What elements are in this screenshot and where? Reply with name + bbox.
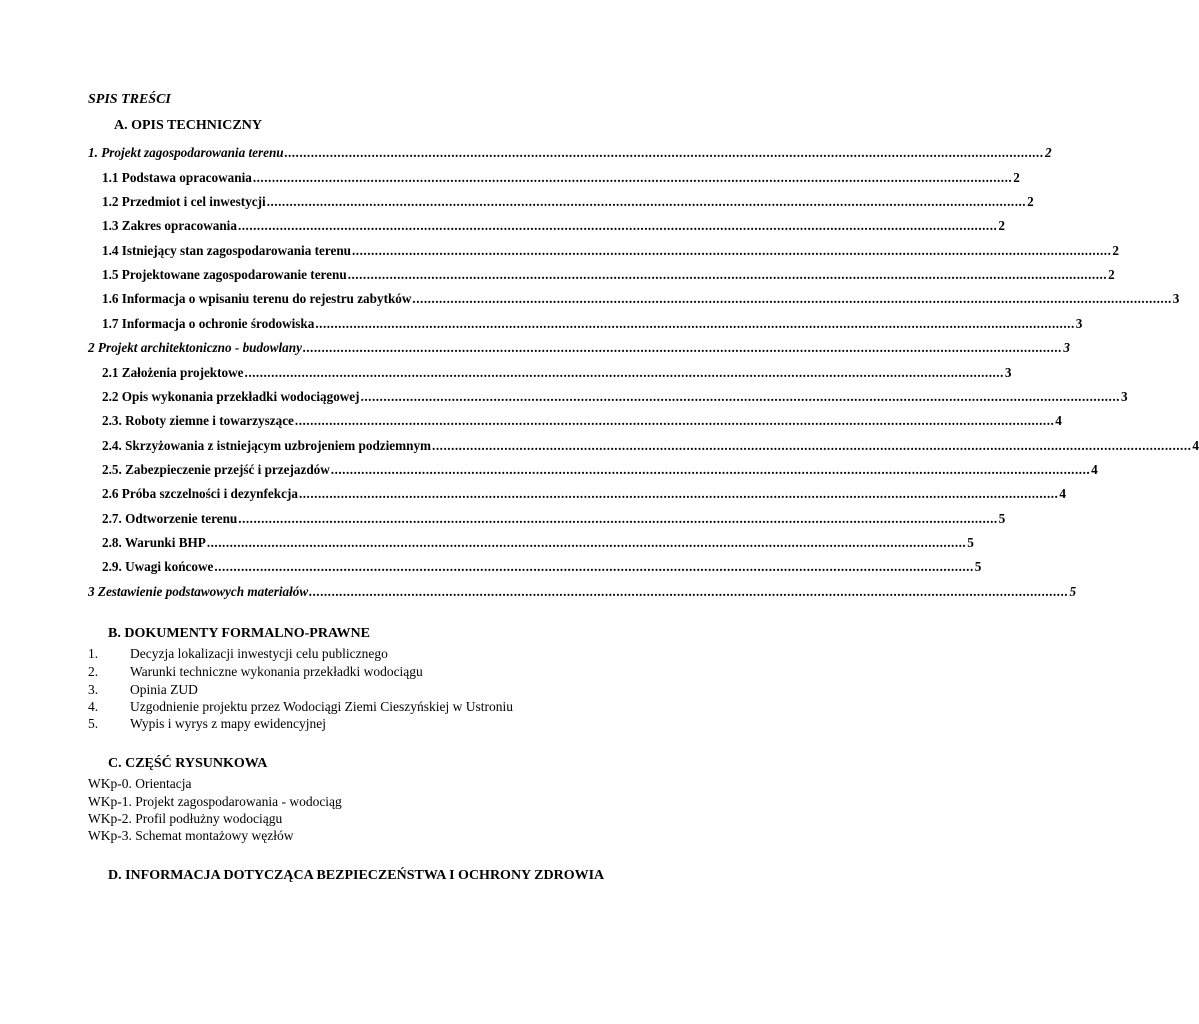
section-d-heading: D. INFORMACJA DOTYCZĄCA BEZPIECZEŃSTWA I OCHRONY ZDROWIA: [108, 868, 605, 883]
toc-leader-dots: ........................................................................................................................................................................................................: [347, 267, 1108, 282]
toc-leader-dots: ........................................................................................................................................................................................................: [284, 145, 1045, 160]
toc-leader-dots: ........................................................................................................................................................................................................: [360, 389, 1120, 404]
toc-entry-label: 2.8. Warunki BHP: [102, 535, 206, 550]
toc-entry-page: 2: [1013, 170, 1020, 185]
toc-entry[interactable]: [102, 365, 1012, 383]
toc-entry[interactable]: [102, 194, 1034, 212]
toc-leader-dots: ........................................................................................................................................................................................................: [294, 413, 1055, 428]
section-a-heading: A. OPIS TECHNICZNY: [114, 118, 262, 133]
toc-entry-page: 5: [998, 511, 1006, 526]
toc-leader-dots: ........................................................................................................................................................................................................: [309, 584, 1069, 599]
toc-entry-label: 1.2 Przedmiot i cel inwestycji: [102, 194, 266, 209]
toc-entry-page: 5: [967, 535, 974, 550]
toc-entry-label: 1. Projekt zagospodarowania terenu: [88, 145, 284, 160]
toc-entry-page: 4: [1192, 438, 1199, 453]
toc-leader-dots: ........................................................................................................................................................................................................: [432, 438, 1192, 453]
list-item-number: 5.: [88, 716, 99, 731]
toc-leader-dots: ........................................................................................................................................................................................................: [214, 559, 974, 574]
list-item-text: Wypis i wyrys z mapy ewidencyjnej: [130, 716, 327, 731]
toc-entry[interactable]: [88, 584, 1077, 602]
toc-entry-page: 5: [974, 559, 982, 574]
toc-entry[interactable]: [102, 218, 1005, 236]
toc-entry-label: 1.4 Istniejący stan zagospodarowania terenu: [102, 243, 351, 258]
toc-leader-dots: ........................................................................................................................................................................................................: [352, 243, 1112, 258]
toc-entry-label: 2.9. Uwagi końcowe: [102, 559, 214, 574]
list-item-text: Opinia ZUD: [130, 682, 198, 697]
toc-entry-page: 2: [1045, 145, 1052, 160]
section-c-heading: C. CZĘŚĆ RYSUNKOWA: [108, 756, 268, 771]
toc-entry-label: 2.4. Skrzyżowania z istniejącym uzbrojeniem podziemnym: [102, 438, 432, 453]
toc-entry-label: 1.1 Podstawa opracowania: [102, 170, 252, 185]
toc-entry-label: 1.3 Zakres opracowania: [102, 218, 237, 233]
toc-entry-page: 5: [1069, 584, 1077, 599]
toc-entry[interactable]: [102, 413, 1062, 431]
toc-entry[interactable]: [102, 535, 974, 553]
toc-entry-page: 3: [1004, 365, 1012, 380]
toc-entry-page: 3: [1172, 291, 1180, 306]
toc-leader-dots: ........................................................................................................................................................................................................: [206, 535, 967, 550]
toc-entry-page: 4: [1091, 462, 1098, 477]
toc-entry[interactable]: [102, 267, 1115, 285]
toc-entry-label: 3 Zestawienie podstawowych materiałów: [88, 584, 309, 599]
toc-entry[interactable]: [88, 340, 1070, 358]
toc-entry-label: 2 Projekt architektoniczno - budowlany: [88, 340, 302, 355]
toc-entry[interactable]: [102, 243, 1119, 261]
list-item-text: Decyzja lokalizacji inwestycji celu publicznego: [130, 646, 388, 661]
toc-entry[interactable]: [102, 291, 1180, 309]
toc-entry[interactable]: [102, 438, 1199, 456]
toc-entry-label: 2.3. Roboty ziemne i towarzyszące: [102, 413, 294, 428]
drawing-item: WKp-2. Profil podłużny wodociągu: [88, 811, 283, 826]
list-item-text: Uzgodnienie projektu przez Wodociągi Ziemi Cieszyńskiej w Ustroniu: [130, 699, 513, 714]
toc-leader-dots: ........................................................................................................................................................................................................: [244, 365, 1004, 380]
toc-leader-dots: ........................................................................................................................................................................................................: [238, 511, 998, 526]
toc-entry-label: 2.6 Próba szczelności i dezynfekcja: [102, 486, 298, 501]
toc-leader-dots: ........................................................................................................................................................................................................: [237, 218, 998, 233]
list-item-number: 2.: [88, 664, 99, 679]
toc-leader-dots: ........................................................................................................................................................................................................: [298, 486, 1059, 501]
toc-entry[interactable]: [88, 145, 1052, 163]
toc-title: SPIS TREŚCI: [88, 92, 171, 107]
toc-entry-label: 2.5. Zabezpieczenie przejść i przejazdów: [102, 462, 330, 477]
toc-leader-dots: ........................................................................................................................................................................................................: [330, 462, 1091, 477]
toc-entry-label: 2.2 Opis wykonania przekładki wodociągowej: [102, 389, 360, 404]
list-item-number: 1.: [88, 646, 99, 661]
toc-entry[interactable]: [102, 170, 1020, 188]
toc-entry-page: 4: [1055, 413, 1062, 428]
toc-entry[interactable]: [102, 486, 1066, 504]
toc-entry[interactable]: [102, 559, 982, 577]
section-b-heading: B. DOKUMENTY FORMALNO-PRAWNE: [108, 626, 370, 641]
toc-entry-page: 3: [1120, 389, 1128, 404]
toc-entry[interactable]: [102, 462, 1098, 480]
toc-entry-page: 2: [1027, 194, 1034, 209]
toc-leader-dots: ........................................................................................................................................................................................................: [315, 316, 1075, 331]
toc-entry[interactable]: [102, 316, 1083, 334]
toc-entry-page: 4: [1059, 486, 1066, 501]
toc-entry[interactable]: [102, 389, 1128, 407]
toc-entry-label: 1.5 Projektowane zagospodarowanie terenu: [102, 267, 347, 282]
toc-leader-dots: ........................................................................................................................................................................................................: [412, 291, 1172, 306]
toc-leader-dots: ........................................................................................................................................................................................................: [266, 194, 1027, 209]
toc-entry-label: 1.6 Informacja o wpisaniu terenu do rejestru zabytków: [102, 291, 412, 306]
toc-entry[interactable]: [102, 511, 1006, 529]
toc-leader-dots: ........................................................................................................................................................................................................: [302, 340, 1063, 355]
toc-entry-page: 3: [1075, 316, 1083, 331]
list-item-number: 3.: [88, 682, 99, 697]
toc-leader-dots: ........................................................................................................................................................................................................: [252, 170, 1013, 185]
toc-entry-page: 2: [998, 218, 1005, 233]
toc-entry-page: 2: [1108, 267, 1115, 282]
toc-entry-label: 2.7. Odtworzenie terenu: [102, 511, 238, 526]
toc-entry-label: 1.7 Informacja o ochronie środowiska: [102, 316, 315, 331]
toc-entry-page: 2: [1112, 243, 1119, 258]
list-item-text: Warunki techniczne wykonania przekładki wodociągu: [130, 664, 423, 679]
toc-entry-page: 3: [1063, 340, 1070, 355]
drawing-item: WKp-3. Schemat montażowy węzłów: [88, 828, 294, 843]
toc-entry-label: 2.1 Założenia projektowe: [102, 365, 244, 380]
drawing-item: WKp-1. Projekt zagospodarowania - wodociąg: [88, 794, 342, 809]
list-item-number: 4.: [88, 699, 99, 714]
drawing-item: WKp-0. Orientacja: [88, 776, 192, 791]
